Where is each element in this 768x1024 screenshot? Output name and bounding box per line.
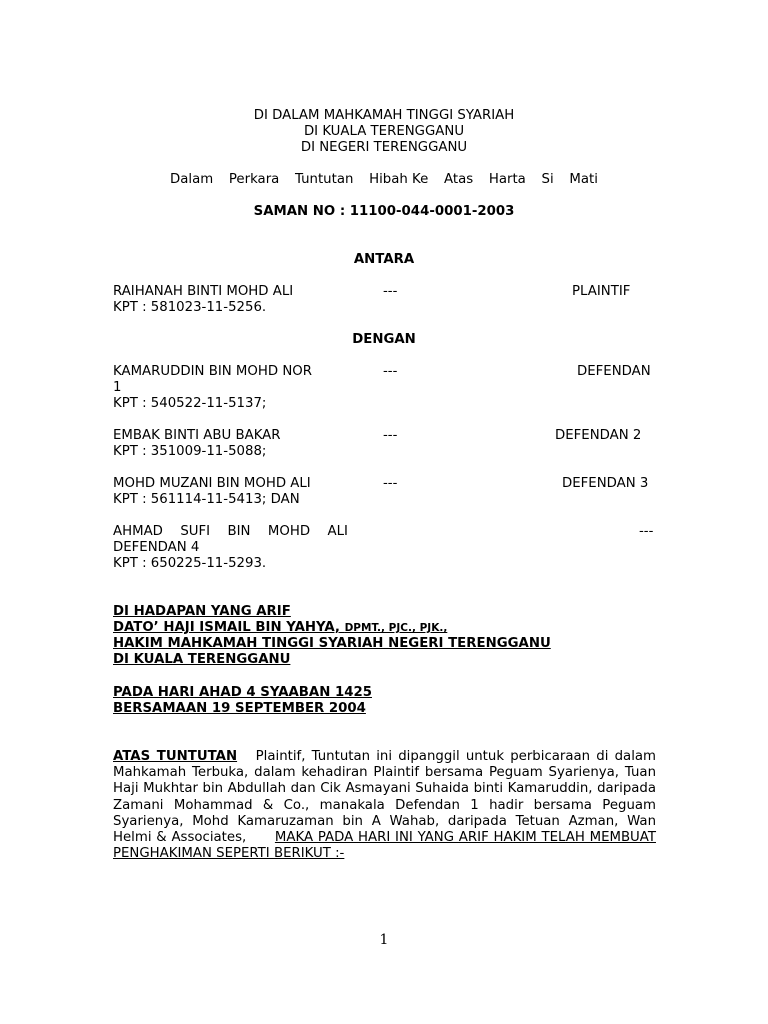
matter-word: Dalam: [170, 172, 214, 187]
matter-word: Harta: [488, 172, 526, 187]
date-line-1: PADA HARI AHAD 4 SYAABAN 1425: [113, 685, 372, 700]
matter-word: Hibah Ke: [369, 172, 429, 187]
defendant2-dash: ---: [383, 428, 398, 443]
antara-label: ANTARA: [353, 252, 415, 267]
defendant1-role: DEFENDAN: [577, 364, 651, 379]
defendant1-name: KAMARUDDIN BIN MOHD NOR: [113, 364, 312, 379]
defendant1-role-wrap: 1: [113, 380, 122, 395]
matter-word: Tuntutan: [295, 172, 354, 187]
page-number: 1: [379, 932, 389, 948]
defendant3-role: DEFENDAN 3: [562, 476, 649, 491]
defendant4-name-word: BIN: [227, 524, 251, 539]
plaintiff-name: RAIHANAH BINTI MOHD ALI: [113, 284, 294, 299]
court-heading-line-2: DI KUALA TERENGGANU: [303, 124, 465, 139]
defendant4-name-word: MOHD: [267, 524, 311, 539]
case-number: SAMAN NO : 11100-044-0001-2003: [253, 204, 515, 219]
defendant4-name: [113, 524, 348, 540]
defendant3-name: MOHD MUZANI BIN MOHD ALI: [113, 476, 311, 491]
date-line-2: BERSAMAAN 19 SEPTEMBER 2004: [113, 701, 366, 716]
defendant1-dash: ---: [383, 364, 398, 379]
paragraph-closing: MAKA PADA HARI INI YANG ARIF HAKIM TELAH MEMBUAT PENGHAKIMAN SEPERTI BERIKUT :-: [113, 830, 656, 862]
matter-word: Si: [541, 172, 554, 187]
defendant1-kpt: KPT : 540522-11-5137;: [113, 396, 267, 411]
defendant3-kpt: KPT : 561114-11-5413; DAN: [113, 492, 300, 507]
defendant3-dash: ---: [383, 476, 398, 491]
judge-name: DATO’ HAJI ISMAIL BIN YAHYA,: [113, 620, 340, 635]
defendant4-dash: ---: [639, 524, 654, 539]
paragraph-body: Plaintif, Tuntutan ini dipanggil untuk perbicaraan di dalam Mahkamah Terbuka, dalam kehadiran Plaintif bersama Peguam Syarienya, Tuan Haji Mukhtar bin Abdullah dan Cik Asmayani Suhaida binti Kamaruddin, daripada Zamani Mohammad & Co., manakala Defendan 1 hadir bersama Peguam Syarienya, Mohd Kamaruzaman bin A Wahab, daripada Tetuan Azman, Wan Helmi & Associates,: [113, 749, 656, 846]
defendant2-kpt: KPT : 351009-11-5088;: [113, 444, 267, 459]
defendant2-role: DEFENDAN 2: [555, 428, 642, 443]
defendant2-name: EMBAK BINTI ABU BAKAR: [113, 428, 281, 443]
judge-name-line: [113, 620, 447, 636]
matter-word: Mati: [569, 172, 598, 187]
judgment-paragraph: [113, 749, 656, 862]
before-line-4: DI KUALA TERENGGANU: [113, 652, 291, 667]
defendant4-name-word: SUFI: [180, 524, 211, 539]
before-line-1: DI HADAPAN YANG ARIF: [113, 604, 291, 619]
court-heading-line-1: DI DALAM MAHKAMAH TINGGI SYARIAH: [253, 108, 515, 123]
defendant4-name-word: ALI: [327, 524, 348, 539]
matter-word: Atas: [444, 172, 474, 187]
defendant4-role: DEFENDAN 4: [113, 540, 200, 555]
before-line-3: HAKIM MAHKAMAH TINGGI SYARIAH NEGERI TERENGGANU: [113, 636, 551, 651]
dengan-label: DENGAN: [352, 332, 416, 347]
judge-titles: DPMT., PJC., PJK.,: [344, 622, 448, 634]
paragraph-lead: ATAS TUNTUTAN: [113, 749, 238, 764]
matter-word: Perkara: [228, 172, 280, 187]
defendant4-name-word: AHMAD: [113, 524, 163, 539]
plaintiff-dash: ---: [383, 284, 398, 299]
matter-line: [170, 172, 598, 188]
plaintiff-kpt: KPT : 581023-11-5256.: [113, 300, 267, 315]
defendant4-kpt: KPT : 650225-11-5293.: [113, 556, 267, 571]
court-heading-line-3: DI NEGERI TERENGGANU: [300, 140, 468, 155]
plaintiff-role: PLAINTIF: [572, 284, 631, 299]
